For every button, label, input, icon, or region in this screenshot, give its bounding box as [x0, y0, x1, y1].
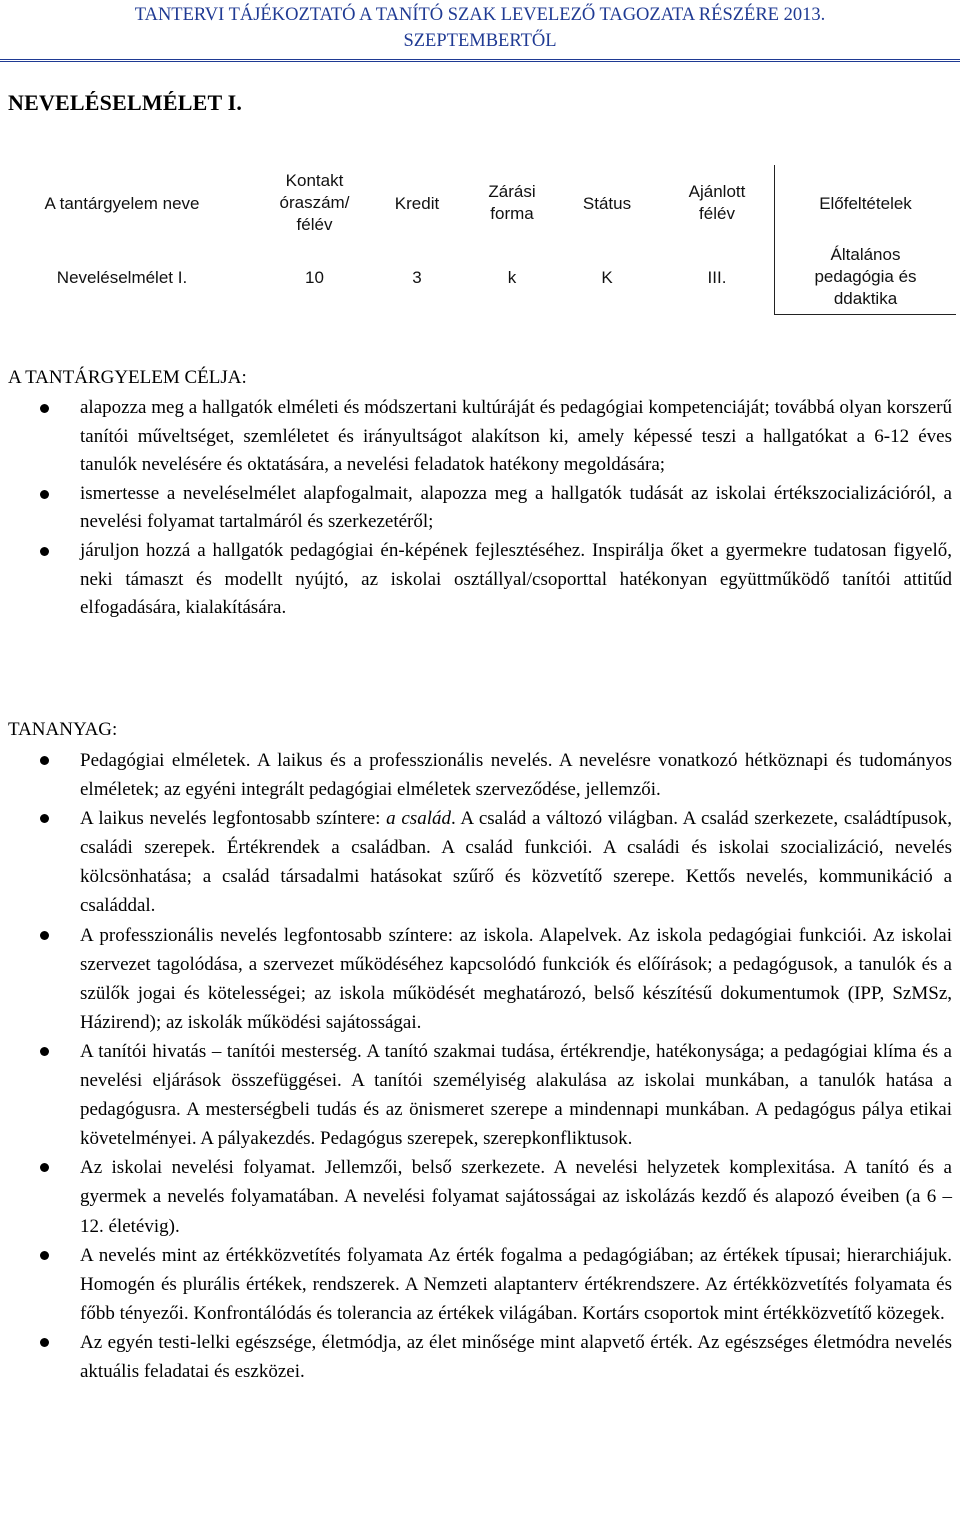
content-list: [0, 746, 960, 1386]
content-item-text: Az iskolai nevelési folyamat. Jellemzői, belső szerkezete. A nevelési helyzetek komplexitása. A tanító és a gyermek a nevelés folyamatában. A nevelési folyamat sajátosságai az iskolázás kezdő és alapozó éveiben (a 6 – 12. életévig).: [80, 1157, 952, 1237]
list-item: [0, 921, 960, 1037]
content-item-text-italic: a család: [386, 808, 451, 830]
bullet-icon: [40, 404, 49, 413]
th-semester-line: Ajánlott: [688, 182, 746, 201]
list-item: [0, 746, 960, 804]
content-item-text: Az egyén testi-lelki egészsége, életmódja, az élet minősége mint alapvető érték. Az egészséges életmódra nevelés aktuális feladatai és eszközei.: [80, 1331, 952, 1382]
bullet-icon: [40, 1047, 49, 1056]
content-item-text: Pedagógiai elméletek. A laikus és a professzionális nevelés. A nevelésre vonatkozó hétköznapi és tudományos elméletek; az egyéni integrált pedagógiai elméletek szerveződése, jellemzői.: [80, 750, 952, 801]
th-exam: [467, 181, 557, 225]
th-contact: [262, 170, 367, 236]
th-semester-line: félév: [699, 204, 735, 223]
th-prereq: Előfeltételek: [819, 194, 912, 213]
content-heading: TANANYAG:: [8, 719, 118, 740]
td-status: K: [601, 268, 613, 287]
header-line-2: SZEPTEMBERTŐL: [403, 31, 557, 51]
bullet-icon: [40, 490, 49, 499]
td-exam: k: [507, 268, 517, 287]
list-item: [0, 804, 960, 920]
th-credit: Kredit: [394, 194, 440, 213]
bullet-icon: [40, 547, 49, 556]
content-item-text: A tanítói hivatás – tanítói mesterség. A tanító szakmai tudása, értékrendje, hatékonysága; a pedagógiai klíma és a nevelési eljárások összefüggései. A tanítói személyiség alakulása az iskolai munkában, a tanulók hatása a pedagógusra. A mesterségbeli tudás és az önismeret szerepe a mindennapi munkában. A pedagógus pálya etikai követelményei. A pályakezdés. Pedagógus szerepek, szerepkonfliktusok.: [80, 1040, 952, 1150]
th-contact-line: Kontakt: [285, 171, 344, 190]
th-contact-line: félév: [296, 215, 333, 234]
list-item: [0, 394, 960, 480]
td-prereq-line: Általános: [830, 245, 901, 264]
bullet-icon: [40, 931, 49, 940]
th-exam-line: forma: [490, 204, 534, 223]
list-item: [0, 1328, 960, 1386]
goal-heading: [8, 365, 247, 391]
bullet-icon: [40, 814, 49, 823]
td-semester: III.: [707, 268, 727, 287]
goal-heading-text: A TANTÁRGYELEM CÉLJA: [8, 367, 242, 388]
td-contact: 10: [305, 268, 324, 287]
goal-item-text: alapozza meg a hallgatók elméleti és módszertani kultúráját és pedagógiai kompetenciáját; továbbá olyan korszerű tanítói műveltséget, szemléletet és irányultságot alakítson ki, amely képessé teszi a hallgatókat a 6-12 éves tanulók nevelésére és oktatására, a nevelési feladatok hatékony megoldására;: [80, 397, 952, 476]
list-item: [0, 1241, 960, 1328]
list-item: [0, 1153, 960, 1240]
td-prereq-line: ddaktika: [833, 289, 898, 308]
header-line-1: TANTERVI TÁJÉKOZTATÓ A TANÍTÓ SZAK LEVELEZŐ TAGOZATA RÉSZÉRE 2013.: [134, 5, 826, 25]
list-item: [0, 480, 960, 537]
content-item-text: A nevelés mint az értékközvetítés folyamata Az érték fogalma a pedagógiában; az értékek típusai; hierarchiájuk. Homogén és plurális értékek, rendszerek. A Nemzeti alaptanterv értékrendszere. Az értékközvetítés folyamata és főbb tényezői. Konfrontálódás és tolerancia az értékek világában. Kortárs csoportok mint értékközvetítő közegek.: [80, 1244, 952, 1324]
list-item: [0, 1037, 960, 1153]
goal-item-text: járuljon hozzá a hallgatók pedagógiai én-képének fejlesztéséhez. Inspirálja őket a gyermekre tudatosan figyelő, neki támaszt és modellt nyújtó, az iskolai osztállyal/csoporttal hatékonyan együttműködő tanítói attitűd elfogadására, kialakítására.: [80, 539, 952, 619]
page-title: NEVELÉSELMÉLET I.: [8, 90, 243, 115]
table-divider-horizontal: [774, 314, 956, 315]
subject-table: [22, 165, 956, 315]
header-rule: [0, 59, 960, 62]
th-name: A tantárgyelem neve: [44, 194, 200, 213]
td-prereq-line: pedagógia és: [814, 267, 917, 286]
content-item-text-post: . A család a változó világban. A család szerkezete, családtípusok, családi szerepek. Értékrendek a családban. A család funkciói. A családi és iskolai szocializáció, nevelés kölcsönhatása; a család társadalmi hatásokat szűrő és közvetítő szerepe. Kettős nevelés, kommunikáció a családdal.: [80, 808, 953, 917]
content-item-text: A professzionális nevelés legfontosabb színtere: az iskola. Alapelvek. Az iskola pedagógiai funkciói. Az iskolai szervezet tagolódása, a szervezet működéséhez kapcsolódó funkciók és előírások; a pedagógusok, a tanulók és a szülők jogai és kötelességei; az iskola működését meghatározó, belső készítésű dokumentumok (IPP, SzMSz, Házirend); az iskolák működési sajátosságai.: [80, 924, 952, 1033]
bullet-icon: [40, 1338, 49, 1347]
th-status: Státus: [582, 194, 632, 213]
th-contact-line: óraszám/: [279, 193, 350, 212]
bullet-icon: [40, 1163, 49, 1172]
bullet-icon: [40, 1251, 49, 1260]
th-semester: [667, 181, 767, 225]
goal-heading-colon: :: [241, 367, 247, 388]
td-credit: 3: [412, 268, 422, 287]
td-name: Neveléselmélet I.: [56, 268, 188, 287]
content-item-text-pre: A laikus nevelés legfontosabb színtere:: [80, 808, 387, 830]
th-exam-line: Zárási: [488, 182, 536, 201]
table-divider-vertical: [774, 165, 775, 315]
td-prereq: [775, 244, 956, 310]
bullet-icon: [40, 756, 49, 765]
goal-list: [0, 394, 960, 623]
list-item: [0, 537, 960, 623]
goal-item-text: ismertesse a neveléselmélet alapfogalmait, alapozza meg a hallgatók tudását az iskolai értékszocializációról, a nevelési folyamat tartalmáról és szerkezetéről;: [80, 482, 952, 533]
